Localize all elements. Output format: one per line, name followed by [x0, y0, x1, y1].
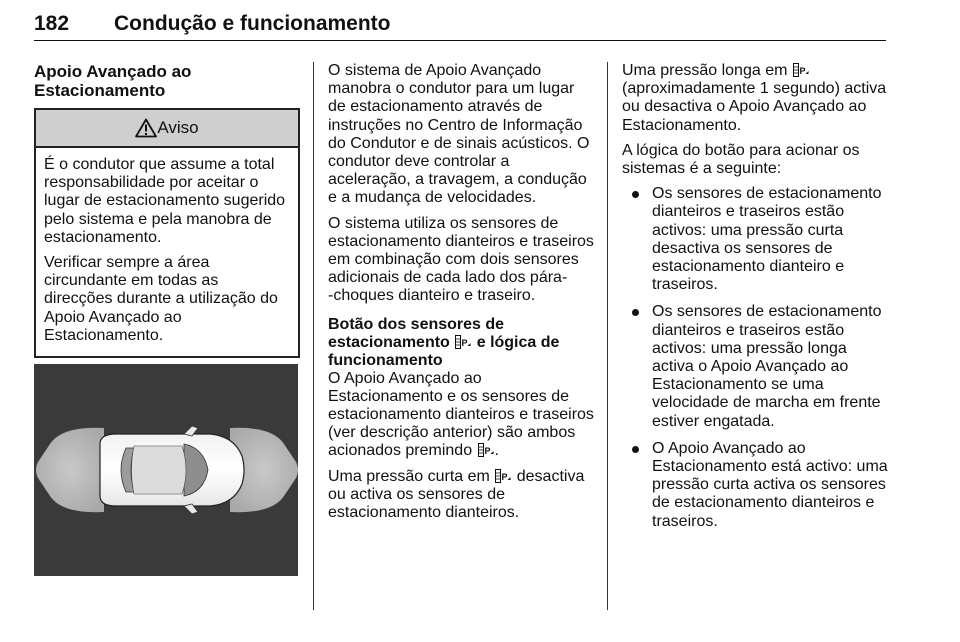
warning-title: Aviso: [157, 117, 199, 137]
column-left: [34, 62, 300, 358]
bullet-list: [622, 185, 890, 531]
column-right: [622, 62, 890, 540]
svg-text:P: P: [501, 471, 508, 482]
page-title: Condução e funcionamento: [114, 12, 391, 35]
body-paragraph: O sistema de Apoio Avançado manobra o condutor para um lugar de estacionamento através de instruções no Centro de Informação do Condutor e de sinais acústicos. O condutor deve controlar a aceleração, a travagem, a condução e a mudança de velocidades.: [328, 62, 590, 207]
paragraph-text: .: [494, 442, 499, 460]
warning-body: [36, 148, 298, 356]
list-item: [622, 185, 890, 294]
svg-text:P: P: [484, 446, 491, 457]
paragraph-text: Uma pressão curta em: [328, 467, 490, 485]
warning-header: [36, 110, 298, 148]
column-middle: [328, 62, 596, 529]
list-item-text: O Apoio Avançado ao Estacionamento está activo: uma pressão curta activa os sensores de estacionamento dianteiros e traseiros.: [652, 439, 888, 530]
subheading: [328, 316, 596, 370]
bullet-dot: [632, 446, 639, 453]
column-divider: [607, 62, 608, 610]
paragraph-text: O Apoio Avançado ao Estacionamento e os sensores de estacionamento dianteiros e traseiros (ver descrição anterior) são ambos acionados premindo: [328, 369, 594, 460]
warning-triangle-icon: [135, 118, 157, 138]
parking-assist-button-icon: [793, 63, 809, 77]
body-paragraph: [622, 62, 890, 135]
parking-assist-button-icon: [478, 443, 494, 457]
column-divider: [313, 62, 314, 610]
section-heading: Apoio Avançado ao Estacionamento: [34, 62, 192, 100]
page-number: 182: [34, 12, 70, 35]
body-paragraph: [328, 370, 596, 461]
subheading-text: Botão dos sensores de estacionamento: [328, 315, 505, 351]
bullet-dot: [632, 191, 639, 198]
parking-assist-button-icon: [495, 469, 511, 483]
svg-text:P: P: [461, 337, 468, 348]
warning-box: [34, 108, 300, 358]
page-header: [34, 10, 886, 41]
paragraph-text: Uma pressão longa em: [622, 62, 788, 79]
list-item-text: Os sensores de estacionamento dianteiros e traseiros estão activos: uma pressão longa activa o Apoio Avançado ao Estacionamento se uma velocidade de marcha em frente estiver engatada.: [652, 303, 882, 430]
bullet-dot: [632, 309, 639, 316]
body-paragraph: [328, 468, 596, 523]
warning-paragraph: Verificar sempre a área circundante em todas as direcções durante a utilização do Apoio Avançado ao Estacionamento.: [44, 254, 278, 344]
paragraph-text: (aproximadamente 1 segundo) activa ou desactiva o Apoio Avançado ao Estacionamento.: [622, 80, 887, 134]
subheading-text: e lógica de funcionamento: [328, 333, 560, 369]
paragraph-text: desactiva ou activa os sensores de estacionamento dianteiros.: [328, 467, 585, 522]
warning-paragraph: É o condutor que assume a total responsabilidade por aceitar o lugar de estacionamento sugerido pelo sistema e pela manobra de estacionamento.: [44, 156, 286, 246]
body-paragraph: A lógica do botão para acionar os sistemas é a seguinte:: [622, 141, 860, 178]
body-paragraph: O sistema utiliza os sensores de estacionamento dianteiros e traseiros em combinação com dois sensores adicionais de cada lado dos pára-‑choques dianteiro e traseiro.: [328, 214, 594, 305]
list-item: [622, 440, 890, 531]
svg-text:P: P: [799, 66, 806, 76]
list-item: [622, 303, 890, 430]
car-with-parking-sensor-zones-image: [34, 364, 298, 576]
parking-assist-button-icon: [455, 335, 471, 349]
list-item-text: Os sensores de estacionamento dianteiros e traseiros estão activos: uma pressão curta desactiva os sensores de estacionamento dianteiro e traseiros.: [652, 185, 882, 294]
